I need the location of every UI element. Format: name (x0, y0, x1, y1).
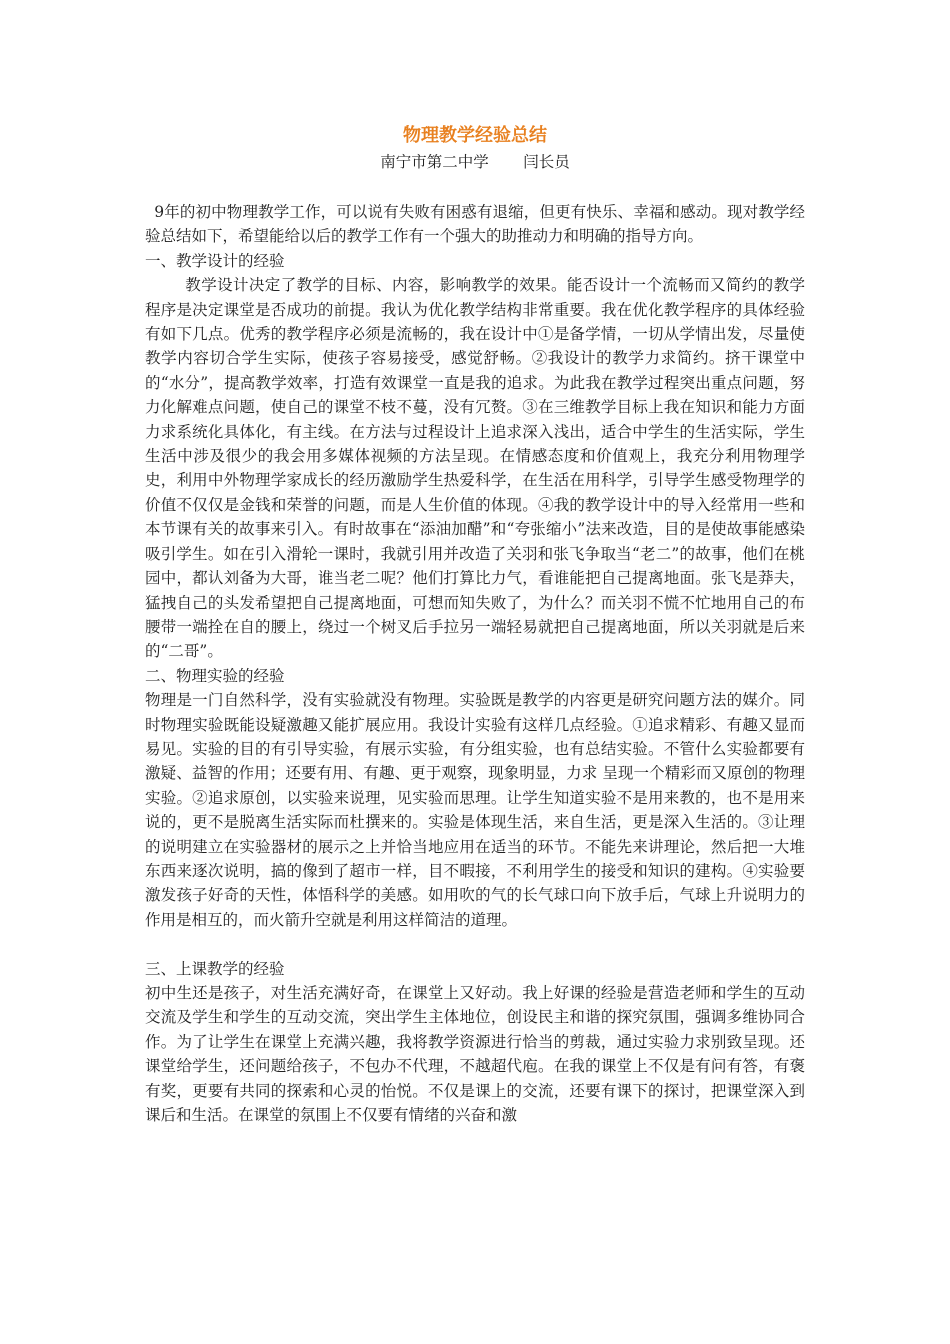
intro-paragraph: 9年的初中物理教学工作，可以说有失败有困惑有退缩，但更有快乐、幸福和感动。现对教学经验总结如下，希望能给以后的教学工作有一个强大的助推动力和明确的指导方向。 (145, 203, 805, 246)
author-byline: 南宁市第二中学 闫长员 (380, 153, 570, 171)
section-heading-classroom-teaching: 三、上课教学的经验 (145, 959, 285, 978)
section-paragraph-physics-experiments: 物理是一门自然科学，没有实验就没有物理。实验既是教学的内容更是研究问题方法的媒介。同时物理实验既能设疑激趣又能扩展应用。我设计实验有这样几点经验。①追求精彩、有趣又显而易见。实验的目的有引导实验，有展示实验，有分组实验，也有总结实验。不管什么实验都要有激疑、益智的作用；还要有用、有趣、更于观察，现象明显，力求 呈现一个精彩而又原创的物理实验。②追求原创，以实验来说理，见实验而思理。让学生知道实验不是用来教的，也不是用来说的，更不是脱离生活实际而杜撰来的。实验是体现生活，来自生活，更是深入生活的。③让理的说明建立在实验器材的展示之上并恰当地应用在适当的环节。不能先来讲理论，然后把一大堆东西来逐次说明，搞的像到了超市一样，目不暇接，不利用学生的接受和知识的建构。④实验要激发孩子好奇的天性，体悟科学的美感。如用吹的气的长气球口向下放手后，气球上升说明力的作用是相互的，而火箭升空就是利用这样简洁的道理。 (145, 691, 805, 929)
blank-line (145, 932, 805, 956)
section-paragraph-teaching-design: 教学设计决定了教学的目标、内容，影响教学的效果。能否设计一个流畅而又简约的教学程序是决定课堂是否成功的前提。我认为优化教学结构非常重要。我在优化教学程序的具体经验有如下几点。优秀的教学程序必须是流畅的，我在设计中①是备学情，一切从学情出发，尽量使教学内容切合学生实际，使孩子容易接受，感觉舒畅。②我设计的教学力求简约。挤干课堂中的“水分”，提高教学效率，打造有效课堂一直是我的追求。为此我在教学过程突出重点问题，努力化解难点问题，使自己的课堂不枝不蔓，没有冗赘。③在三维教学目标上我在知识和能力方面力求系统化具体化，有主线。在方法与过程设计上追求深入浅出，适合中学生的生活实际，学生生活中涉及很少的我会用多媒体视频的方法呈现。在情感态度和价值观上，我充分利用物理学史，利用中外物理学家成长的经历激励学生热爱科学，在生活在用科学，引导学生感受物理学的价值不仅仅是金钱和荣誉的问题，而是人生价值的体现。④我的教学设计中的导入经常用一些和本节课有关的故事来引入。有时故事在“添油加醋”和“夸张缩小”法来改造，目的是使故事能感染吸引学生。如在引入滑轮一课时，我就引用并改造了关羽和张飞争取当“老二”的故事，他们在桃园中，都认刘备为大哥，谁当老二呢？他们打算比力气，看谁能把自己提离地面。张飞是莽夫，猛拽自己的头发希望把自己提离地面，可想而知失败了，为什么？而关羽不慌不忙地用自己的布腰带一端拴在自的腰上，绕过一个树叉后手拉另一端轻易就把自己提离地面，所以关羽就是后来的“二哥”。 (145, 276, 805, 661)
section-heading-teaching-design: 一、教学设计的经验 (145, 251, 285, 270)
document-body (145, 200, 805, 1127)
section-heading-physics-experiments: 二、物理实验的经验 (145, 666, 285, 685)
document-title: 物理教学经验总结 (403, 125, 547, 146)
section-paragraph-classroom-teaching: 初中生还是孩子，对生活充满好奇，在课堂上又好动。我上好课的经验是营造老师和学生的互动交流及学生和学生的互动交流，突出学生主体地位，创设民主和谐的探究氛围，强调多维协同合作。为了让学生在课堂上充满兴趣，我将教学资源进行恰当的剪裁，通过实验力求别致呈现。还课堂给学生，还问题给孩子，不包办不代理，不越超代庖。在我的课堂上不仅是有问有答，有褒有奖，更要有共同的探索和心灵的怡悦。不仅是课上的交流，还要有课下的探讨，把课堂深入到课后和生活。在课堂的氛围上不仅要有情绪的兴奋和激 (145, 983, 805, 1125)
